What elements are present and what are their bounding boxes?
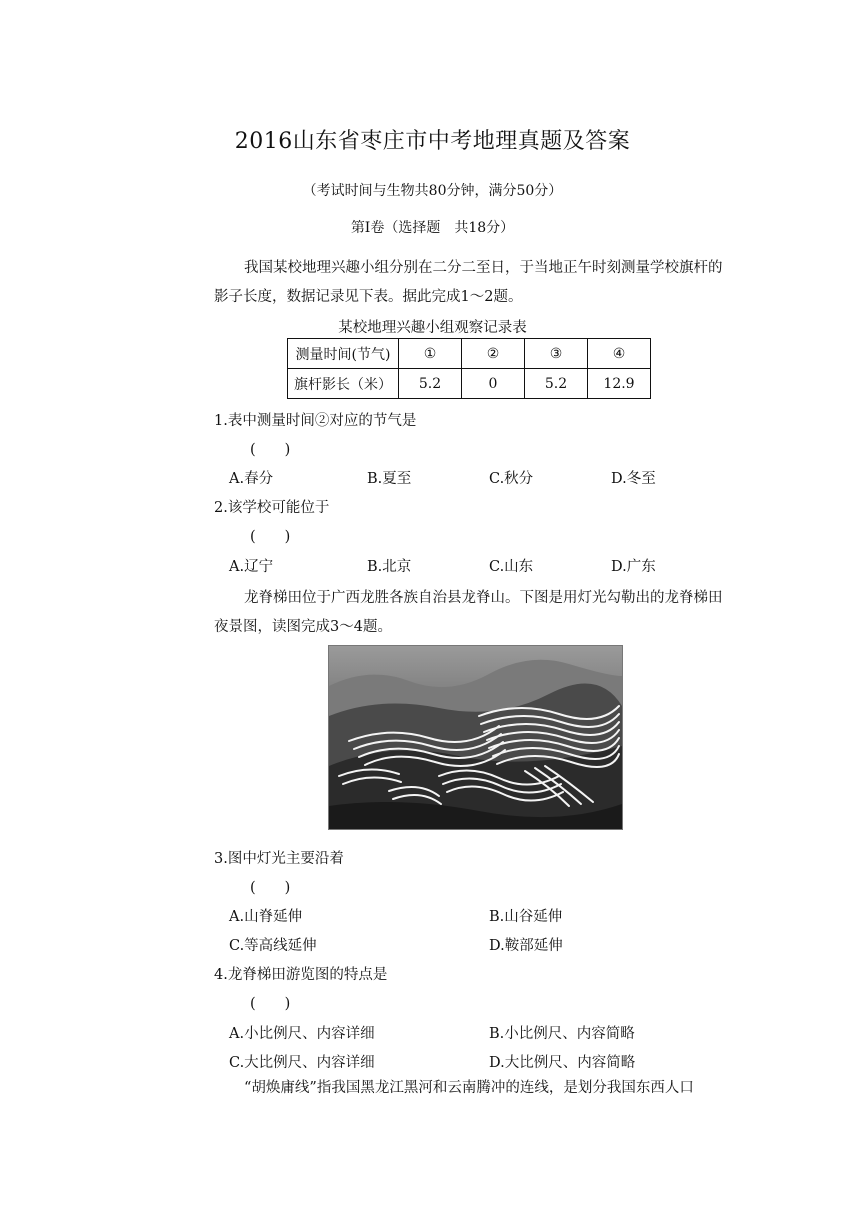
table-cell: ③ <box>525 339 588 369</box>
q2-option-b: B.北京 <box>367 559 412 575</box>
q2-option-a: A.辽宁 <box>229 559 274 575</box>
table-cell: 旗杆影长（米） <box>288 369 399 399</box>
table-caption: 某校地理兴趣小组观察记录表 <box>338 320 527 336</box>
q3-option-d: D.鞍部延伸 <box>489 938 563 954</box>
table-cell: 12.9 <box>588 369 651 399</box>
answer-paren: ( ) <box>250 442 291 458</box>
answer-paren: ( ) <box>250 996 291 1012</box>
table-cell: ① <box>399 339 462 369</box>
table-cell: ② <box>462 339 525 369</box>
question-4-stem: 4.龙脊梯田游览图的特点是 <box>214 967 388 983</box>
q1-option-a: A.春分 <box>229 471 274 487</box>
q3-option-b: B.山谷延伸 <box>489 909 563 925</box>
document-title: 2016山东省枣庄市中考地理真题及答案 <box>234 129 631 154</box>
q1-option-d: D.冬至 <box>611 471 656 487</box>
question-3-stem: 3.图中灯光主要沿着 <box>214 851 344 867</box>
answer-paren: ( ) <box>250 529 291 545</box>
table-cell: 0 <box>462 369 525 399</box>
observation-table <box>287 338 651 399</box>
table-cell: 5.2 <box>399 369 462 399</box>
intro-paragraph-1: 我国某校地理兴趣小组分别在二分二至日，于当地正午时刻测量学校旗杆的影子长度，数据记录见下表。据此完成1～2题。 <box>214 260 723 305</box>
q1-option-b: B.夏至 <box>367 471 412 487</box>
question-2-stem: 2.该学校可能位于 <box>214 500 330 516</box>
q2-option-c: C.山东 <box>489 559 534 575</box>
q4-option-c: C.大比例尺、内容详细 <box>229 1055 375 1071</box>
intro-paragraph-3: “胡焕庸线”指我国黑龙江黑河和云南腾冲的连线，是划分我国东西人口 <box>244 1080 694 1096</box>
table-row <box>288 369 651 399</box>
table-row <box>288 339 651 369</box>
section-title: 第Ⅰ卷（选择题 共18分） <box>350 220 515 236</box>
q1-option-c: C.秋分 <box>489 471 534 487</box>
question-1-stem: 1.表中测量时间②对应的节气是 <box>214 413 417 429</box>
q4-option-b: B.小比例尺、内容简略 <box>489 1026 635 1042</box>
q3-option-a: A.山脊延伸 <box>229 909 303 925</box>
q2-option-d: D.广东 <box>611 559 656 575</box>
exam-info: （考试时间与生物共80分钟，满分50分） <box>302 183 563 199</box>
terraced-fields-photo <box>328 645 623 830</box>
q4-option-d: D.大比例尺、内容简略 <box>489 1055 636 1071</box>
table-cell: ④ <box>588 339 651 369</box>
q4-option-a: A.小比例尺、内容详细 <box>229 1026 375 1042</box>
answer-paren: ( ) <box>250 880 291 896</box>
table-cell: 测量时间(节气) <box>288 339 399 369</box>
q3-option-c: C.等高线延伸 <box>229 938 317 954</box>
table-cell: 5.2 <box>525 369 588 399</box>
intro-paragraph-2: 龙脊梯田位于广西龙胜各族自治县龙脊山。下图是用灯光勾勒出的龙脊梯田夜景图，读图完成3～4题。 <box>214 590 723 635</box>
